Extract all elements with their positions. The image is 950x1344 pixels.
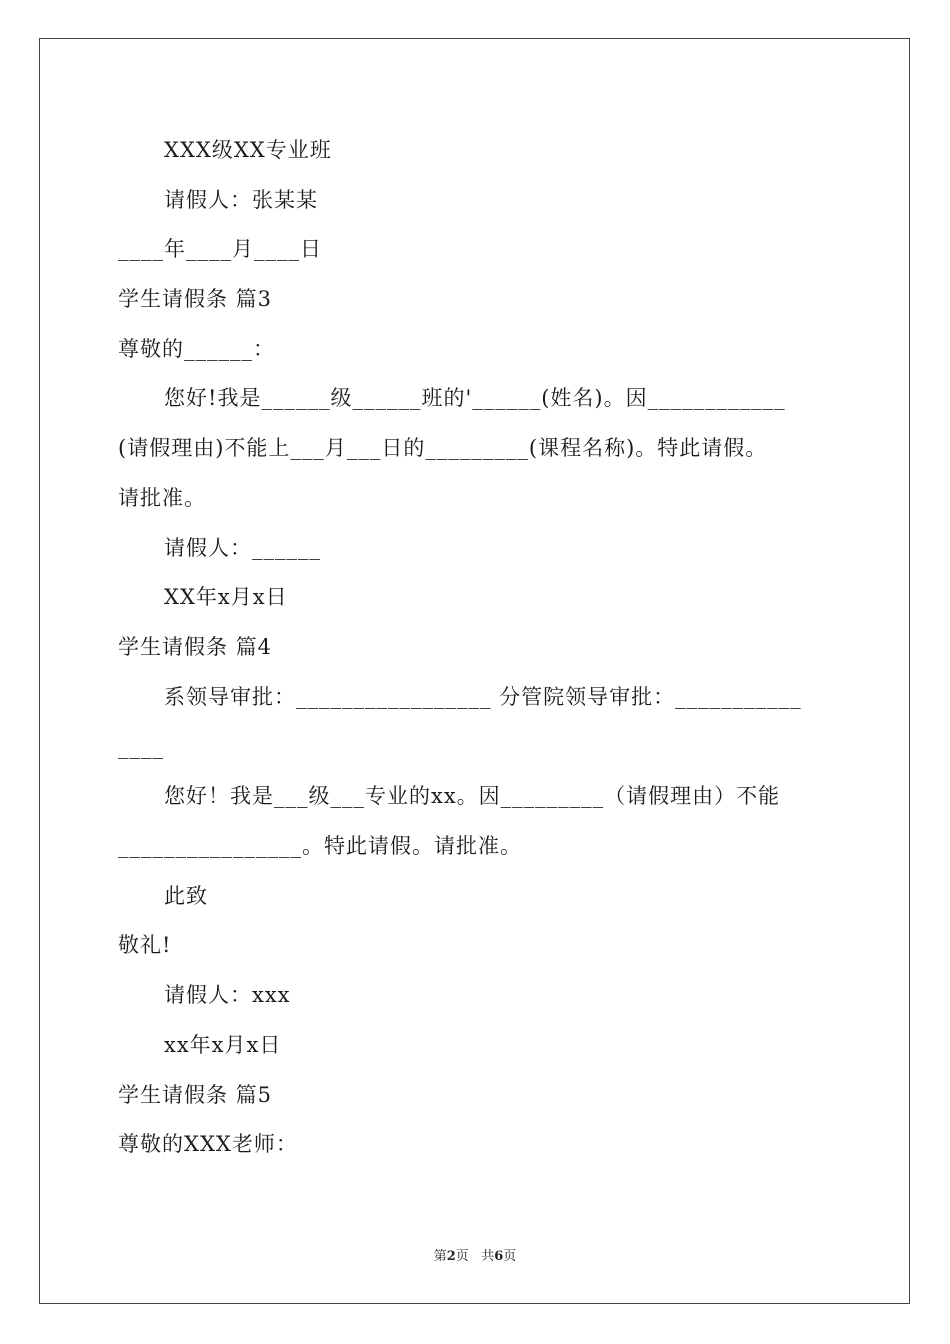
applicant-line: 请假人：______ bbox=[164, 536, 321, 560]
body-line: 您好！我是___级___专业的xx。因_________（请假理由）不能 bbox=[164, 784, 781, 808]
body-line: (请假理由)不能上___月___日的_________(课程名称)。特此请假。 bbox=[118, 436, 768, 460]
section-heading-3: 学生请假条 篇3 bbox=[118, 287, 273, 311]
date-line: ____年____月____日 bbox=[118, 237, 322, 261]
page-frame bbox=[39, 38, 910, 1304]
applicant-line: 请假人：张某某 bbox=[164, 188, 318, 212]
body-line: 您好!我是______级______班的'______(姓名)。因____________ bbox=[164, 386, 786, 410]
footer-page-suffix: 页 bbox=[455, 1249, 469, 1264]
approval-line-continued: ____ bbox=[118, 735, 164, 759]
closing-line: 敬礼! bbox=[118, 933, 172, 957]
footer-total-suffix: 页 bbox=[503, 1249, 517, 1264]
salutation-line: 尊敬的______： bbox=[118, 337, 275, 361]
body-line: ________________。特此请假。请批准。 bbox=[118, 834, 522, 858]
footer-total-prefix: 共 bbox=[481, 1249, 495, 1264]
date-line: xx年x月x日 bbox=[164, 1033, 282, 1057]
page-footer bbox=[0, 1248, 950, 1266]
section-heading-4: 学生请假条 篇4 bbox=[118, 635, 273, 659]
date-line: XX年x月x日 bbox=[164, 585, 288, 609]
approval-line: 系领导审批：_________________ 分管院领导审批：___________ bbox=[164, 685, 802, 709]
body-line: 请批准。 bbox=[118, 486, 206, 510]
closing-line: 此致 bbox=[164, 884, 208, 908]
section-heading-5: 学生请假条 篇5 bbox=[118, 1083, 273, 1107]
applicant-line: 请假人：xxx bbox=[164, 983, 291, 1007]
salutation-line: 尊敬的XXX老师： bbox=[118, 1132, 298, 1156]
total-page-count: 6 bbox=[494, 1249, 504, 1264]
class-line: XXX级XX专业班 bbox=[164, 138, 332, 162]
current-page-number: 2 bbox=[446, 1249, 456, 1264]
footer-prefix: 第 bbox=[433, 1249, 447, 1264]
